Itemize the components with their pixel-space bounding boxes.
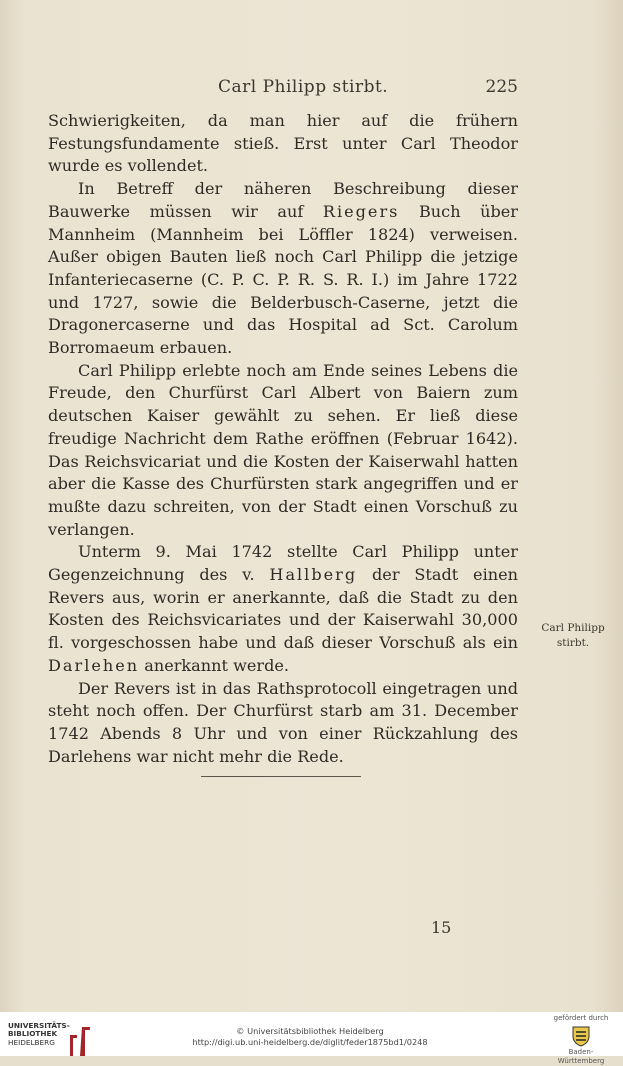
- name-hallberg-spaced: Hallberg: [269, 565, 358, 585]
- margin-note-line-2: stirbt.: [556, 637, 590, 649]
- footer-bar: [0, 1012, 623, 1065]
- permalink-url[interactable]: http://digi.ub.uni-heidelberg.de/diglit/feder1875bd1/0248: [192, 1036, 428, 1047]
- paragraph-4-part-a: Unterm 9. Mai 1742 stellte Carl Philipp unter Gegenzeichnung des v.: [48, 542, 518, 585]
- paragraph-2: [48, 178, 518, 360]
- page-number: 225: [485, 77, 518, 97]
- funding-notice: [546, 1014, 616, 1066]
- paragraph-4-part-c: anerkannt werde.: [144, 655, 290, 675]
- margin-note-line-1: Carl Philipp: [541, 622, 605, 634]
- paragraph-4: [48, 541, 518, 677]
- state-crest-icon: [570, 1025, 592, 1047]
- end-rule: [201, 776, 361, 777]
- paragraph-2-part-a: In Betreff der näheren Beschreibung dieser Bauwerke müssen wir auf: [48, 179, 518, 221]
- library-line-1: UNIVERSITÄTS-: [8, 1021, 70, 1030]
- footer-credits: [160, 1026, 460, 1047]
- margin-note: [523, 621, 623, 651]
- author-name-spaced: Riegers: [322, 201, 400, 221]
- body-text: [48, 110, 518, 768]
- paragraph-5: Der Revers ist in das Rathsprotocoll eingetragen und steht noch offen. Der Churfürst starb am 31. December 1742 Abends 8 Uhr und von einer Rückzahlung des Darlehens war nicht mehr die Rede.: [48, 678, 518, 766]
- funder-name: Baden-Württemberg: [557, 1048, 605, 1065]
- word-darlehen-spaced: Darlehen: [48, 655, 140, 675]
- copyright-text: © Universitätsbibliothek Heidelberg: [236, 1026, 384, 1036]
- funded-by-label: gefördert durch: [553, 1014, 609, 1022]
- library-line-3: HEIDELBERG: [8, 1037, 55, 1047]
- running-title: Carl Philipp stirbt.: [218, 77, 389, 97]
- running-head: [48, 77, 518, 99]
- sheet-signature: 15: [431, 918, 452, 937]
- paragraph-1: Schwierigkeiten, da man hier auf die frühern Festungsfundamente stieß. Erst unter Carl Theodor wurde es vollendet.: [48, 111, 518, 176]
- paragraph-3: Carl Philipp erlebte noch am Ende seines Lebens die Freude, den Churfürst Carl Albert von Baiern zum deutschen Kaiser gewählt zu sehen. Er ließ diese freudige Nachricht dem Rathe eröffnen (Februar 1642). Das Reichsvicariat und die Kosten der Kaiserwahl hatten aber die Kasse des Churfürsten stark angegriffen und er mußte dazu schreiten, von der Stadt einen Vorschuß zu verlangen.: [48, 360, 518, 539]
- paragraph-4-part-b: der Stadt einen Revers aus, worin er anerkannte, daß die Stadt zu den Kosten des Reichsvicariates und der Kaiserwahl 30,000 fl. vorgeschossen habe und daß dieser Vorschuß als ein: [48, 565, 518, 653]
- library-logo-icon: [68, 1025, 92, 1059]
- library-logo[interactable]: [8, 1022, 88, 1052]
- library-line-2: BIBLIOTHEK: [8, 1029, 58, 1039]
- paragraph-2-part-b: Buch über Mannheim (Mannheim bei Löffler 1824) verweisen. Außer obigen Bauten ließ noch Carl Philipp die jetzige Infanteriecaserne (C. P. C. P. R. S. R. I.) im Jahre 1722 und 1727, sowie die Belderbusch-Caserne, jetzt die Dragonercaserne und das Hospital ad Sct. Carolum Borromaeum erbauen.: [48, 201, 518, 358]
